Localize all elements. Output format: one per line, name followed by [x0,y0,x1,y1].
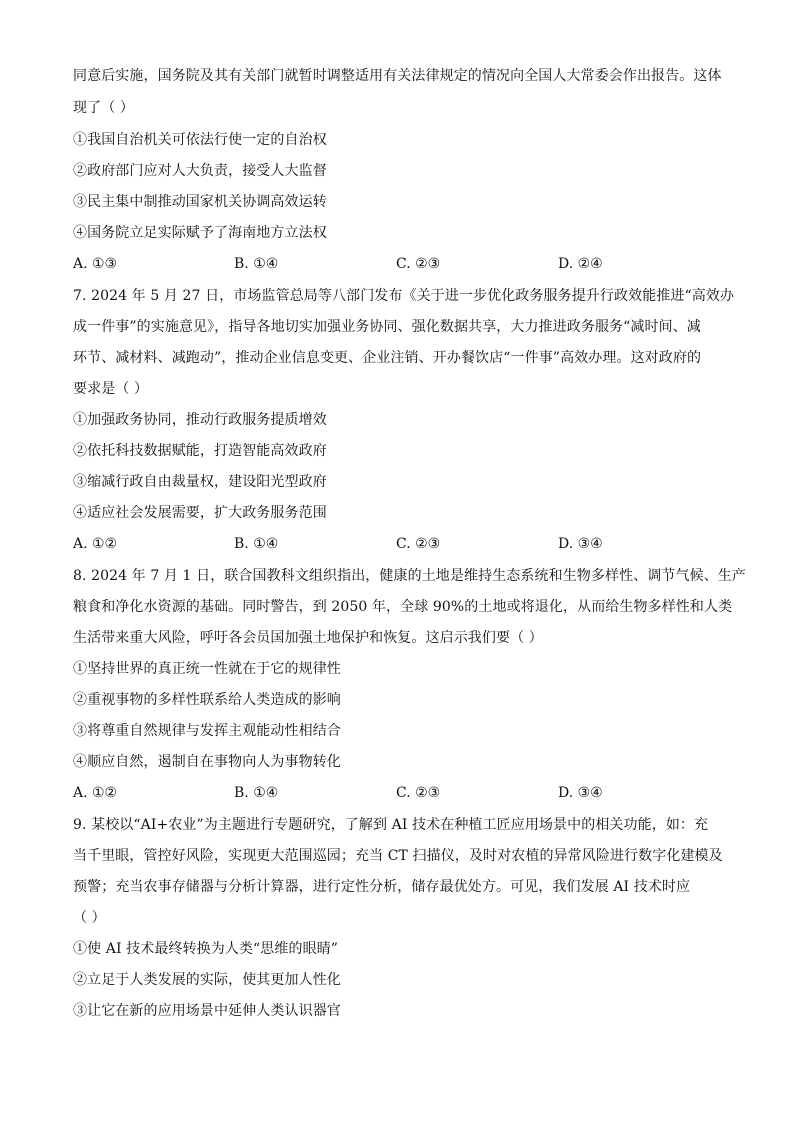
question-6-choices [73,254,723,274]
question-7-stem-line-2: 成一件事”的实施意见》，指导各地切实加强业务协同、强化数据共享，大力推进政务服务“减时间、减 [73,319,701,335]
question-7-option-4: ④适应社会发展需要，扩大政务服务范围 [73,505,327,521]
question-6-option-4: ④国务院立足实际赋予了海南地方立法权 [73,225,327,241]
question-8-option-1: ①坚持世界的真正统一性就在于它的规律性 [73,661,341,677]
question-7-stem-line-4: 要求是（ ） [73,381,149,397]
choice-b: B. ①④ [234,785,279,801]
choice-a: A. ①② [73,536,118,552]
question-6-option-1: ①我国自治机关可依法行使一定的自治权 [73,132,327,148]
question-9-stem-line-4: （ ） [73,910,106,926]
question-7-choices [73,534,723,554]
question-8-option-4: ④顺应自然，遏制自在事物向人为事物转化 [73,754,341,770]
question-8-option-3: ③将尊重自然规律与发挥主观能动性相结合 [73,723,341,739]
choice-d: D. ②④ [558,256,603,272]
question-7-option-3: ③缩减行政自由裁量权，建设阳光型政府 [73,474,327,490]
question-8-stem-line-3: 生活带来重大风险，呼吁各会员国加强土地保护和恢复。这启示我们要（ ） [73,630,543,646]
question-7-option-2: ②依托科技数据赋能，打造智能高效政府 [73,443,327,459]
question-9-option-3: ③让它在新的应用场景中延伸人类认识器官 [73,1003,341,1019]
question-6-option-3: ③民主集中制推动国家机关协调高效运转 [73,194,327,210]
question-8-stem-line-2: 粮食和净化水资源的基础。同时警告，到 2050 年，全球 90%的土地或将退化，从而给生物多样性和人类 [73,599,733,615]
question-9-option-2: ②立足于人类发展的实际，使其更加人性化 [73,972,341,988]
question-6-stem-line-2: 现了（ ） [73,100,134,116]
choice-b: B. ①④ [234,256,279,272]
question-6-stem-line-1: 同意后实施，国务院及其有关部门就暂时调整适用有关法律规定的情况向全国人大常委会作出报告。这体 [73,68,722,84]
question-9-stem-line-1: 9. 某校以“AI+农业”为主题进行专题研究，了解到 AI 技术在种植工匠应用场景中的相关功能，如：充 [73,817,709,833]
question-6-option-2: ②政府部门应对人大负责，接受人大监督 [73,163,327,179]
choice-d: D. ③④ [558,536,603,552]
question-9-stem-line-2: 当千里眼，管控好风险，实现更大范围巡园；充当 CT 扫描仪，及时对农植的异常风险进行数字化建模及 [73,848,723,864]
choice-d: D. ③④ [558,785,603,801]
question-7-option-1: ①加强政务协同，推动行政服务提质增效 [73,412,327,428]
choice-a: A. ①③ [73,256,118,272]
question-8-stem-line-1: 8. 2024 年 7 月 1 日，联合国教科文组织指出，健康的土地是维持生态系统和生物多样性、调节气候、生产 [73,568,746,584]
choice-c: C. ②③ [396,536,441,552]
question-9-stem-line-3: 预警；充当农事存储器与分析计算器，进行定性分析，储存最优处方。可见，我们发展 AI 技术时应 [73,879,691,895]
question-7-stem-line-3: 环节、减材料、减跑动”，推动企业信息变更、企业注销、开办餐饮店“一件事”高效办理。这对政府的 [73,350,702,366]
question-8-option-2: ②重视事物的多样性联系给人类造成的影响 [73,692,341,708]
choice-c: C. ②③ [396,256,441,272]
question-8-choices [73,783,723,803]
question-9-option-1: ①使 AI 技术最终转换为人类“思维的眼睛” [73,941,339,957]
choice-c: C. ②③ [396,785,441,801]
choice-b: B. ①④ [234,536,279,552]
question-7-stem-line-1: 7. 2024 年 5 月 27 日，市场监管总局等八部门发布《关于进一步优化政务服务提升行政效能推进“高效办 [73,288,735,304]
choice-a: A. ①② [73,785,118,801]
